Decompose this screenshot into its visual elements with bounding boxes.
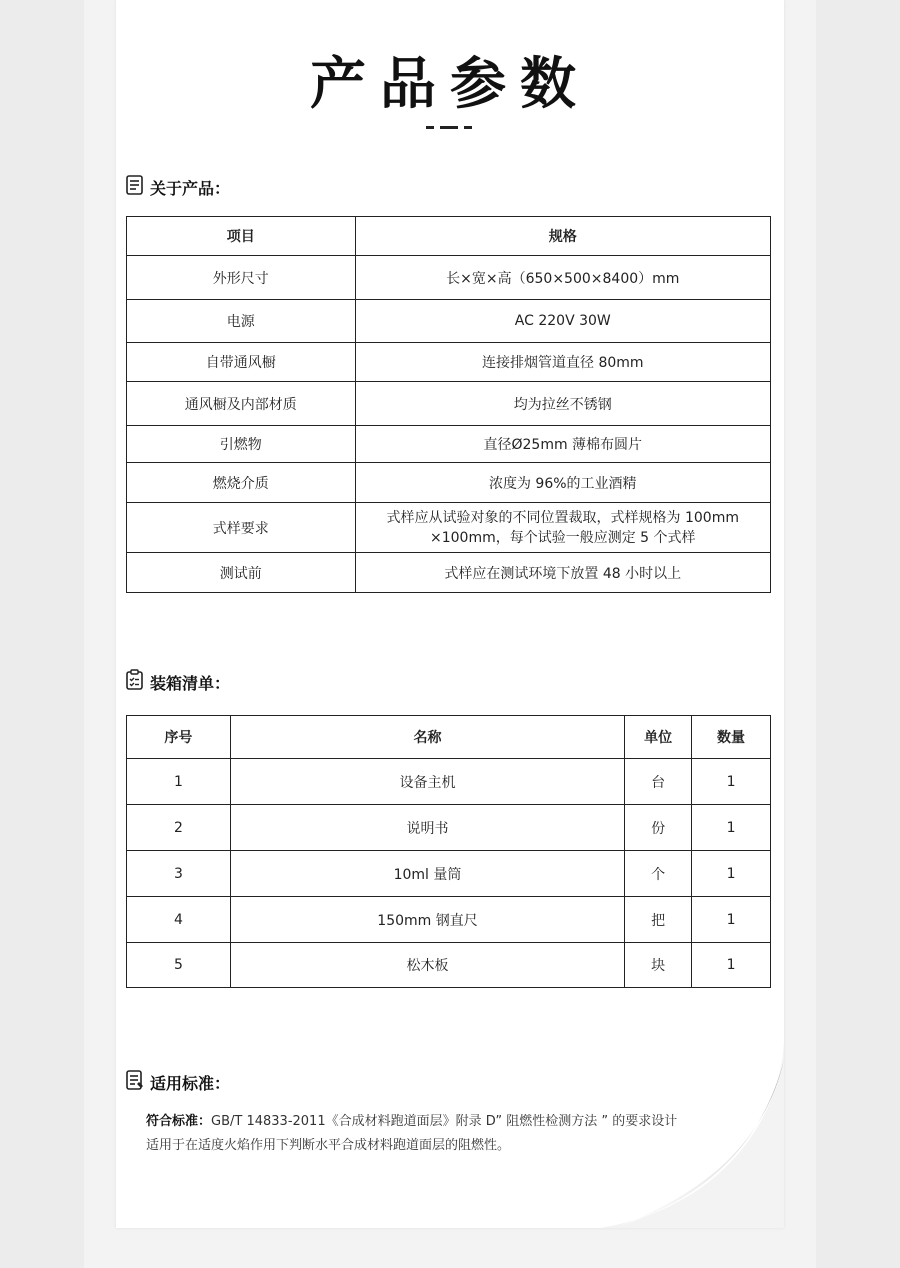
packing-unit: 块 <box>625 943 692 988</box>
packing-no: 2 <box>127 805 231 851</box>
table-row <box>127 343 771 382</box>
spec-item: 电源 <box>127 300 356 343</box>
section-product-heading <box>124 174 230 200</box>
spec-item: 通风橱及内部材质 <box>127 382 356 426</box>
spec-value: 长×宽×高（650×500×8400）mm <box>355 256 770 300</box>
table-row <box>127 897 771 943</box>
spec-header-row <box>127 217 771 256</box>
table-row <box>127 426 771 463</box>
spec-value: 浓度为 96%的工业酒精 <box>355 463 770 503</box>
section-packing-heading <box>124 669 230 695</box>
spec-item: 测试前 <box>127 553 356 593</box>
section-product-title: 关于产品： <box>150 178 231 198</box>
table-row <box>127 943 771 988</box>
section-packing-title: 装箱清单： <box>150 673 231 693</box>
spec-item: 燃烧介质 <box>127 463 356 503</box>
packing-unit: 台 <box>625 759 692 805</box>
packing-name: 说明书 <box>230 805 624 851</box>
spec-item: 自带通风橱 <box>127 343 356 382</box>
spec-value: AC 220V 30W <box>355 300 770 343</box>
packing-qty: 1 <box>692 759 771 805</box>
table-row <box>127 759 771 805</box>
spec-value: 式样应从试验对象的不同位置裁取，式样规格为 100mm ×100mm，每个试验一般应测定 5 个式样 <box>355 503 770 553</box>
table-row <box>127 382 771 426</box>
spec-item: 式样要求 <box>127 503 356 553</box>
packing-name: 设备主机 <box>230 759 624 805</box>
spec-item: 引燃物 <box>127 426 356 463</box>
packing-qty: 1 <box>692 805 771 851</box>
standard-label: 符合标准： <box>146 1114 212 1129</box>
table-row <box>127 805 771 851</box>
packing-header-no: 序号 <box>127 716 231 759</box>
checklist-icon <box>124 669 146 695</box>
page-title: 产品参数 <box>310 52 590 117</box>
packing-header-row <box>127 716 771 759</box>
table-row <box>127 256 771 300</box>
packing-unit: 把 <box>625 897 692 943</box>
spec-value: 连接排烟管道直径 80mm <box>355 343 770 382</box>
standard-line-2: 适用于在适度火焰作用下判断水平合成材料跑道面层的阻燃性。 <box>146 1138 511 1153</box>
document-list-icon <box>124 174 146 200</box>
packing-unit: 份 <box>625 805 692 851</box>
packing-table <box>126 715 771 988</box>
packing-header-unit: 单位 <box>625 716 692 759</box>
spec-table <box>126 216 771 593</box>
packing-qty: 1 <box>692 943 771 988</box>
table-row <box>127 463 771 503</box>
packing-no: 1 <box>127 759 231 805</box>
packing-header-qty: 数量 <box>692 716 771 759</box>
spec-item: 外形尺寸 <box>127 256 356 300</box>
spec-value: 式样应在测试环境下放置 48 小时以上 <box>355 553 770 593</box>
page-curl-decoration <box>560 1040 800 1240</box>
packing-name: 150mm 钢直尺 <box>230 897 624 943</box>
table-row <box>127 851 771 897</box>
section-standard-heading <box>124 1069 230 1095</box>
packing-qty: 1 <box>692 897 771 943</box>
spec-header-item: 项目 <box>127 217 356 256</box>
spec-header-spec: 规格 <box>355 217 770 256</box>
packing-name: 10ml 量筒 <box>230 851 624 897</box>
packing-no: 5 <box>127 943 231 988</box>
table-row <box>127 553 771 593</box>
spec-value: 均为拉丝不锈钢 <box>355 382 770 426</box>
table-row <box>127 300 771 343</box>
section-standard-title: 适用标准： <box>150 1073 231 1093</box>
spec-value: 直径Ø25mm 薄棉布圆片 <box>355 426 770 463</box>
packing-qty: 1 <box>692 851 771 897</box>
packing-no: 4 <box>127 897 231 943</box>
packing-header-name: 名称 <box>230 716 624 759</box>
packing-unit: 个 <box>625 851 692 897</box>
table-row <box>127 503 771 553</box>
title-divider <box>426 126 474 130</box>
standard-book-icon <box>124 1069 146 1095</box>
standard-line-1-text: GB/T 14833-2011《合成材料跑道面层》附录 D” 阻燃性检测方法 ” 的要求设计 <box>211 1114 678 1129</box>
packing-name: 松木板 <box>230 943 624 988</box>
packing-no: 3 <box>127 851 231 897</box>
